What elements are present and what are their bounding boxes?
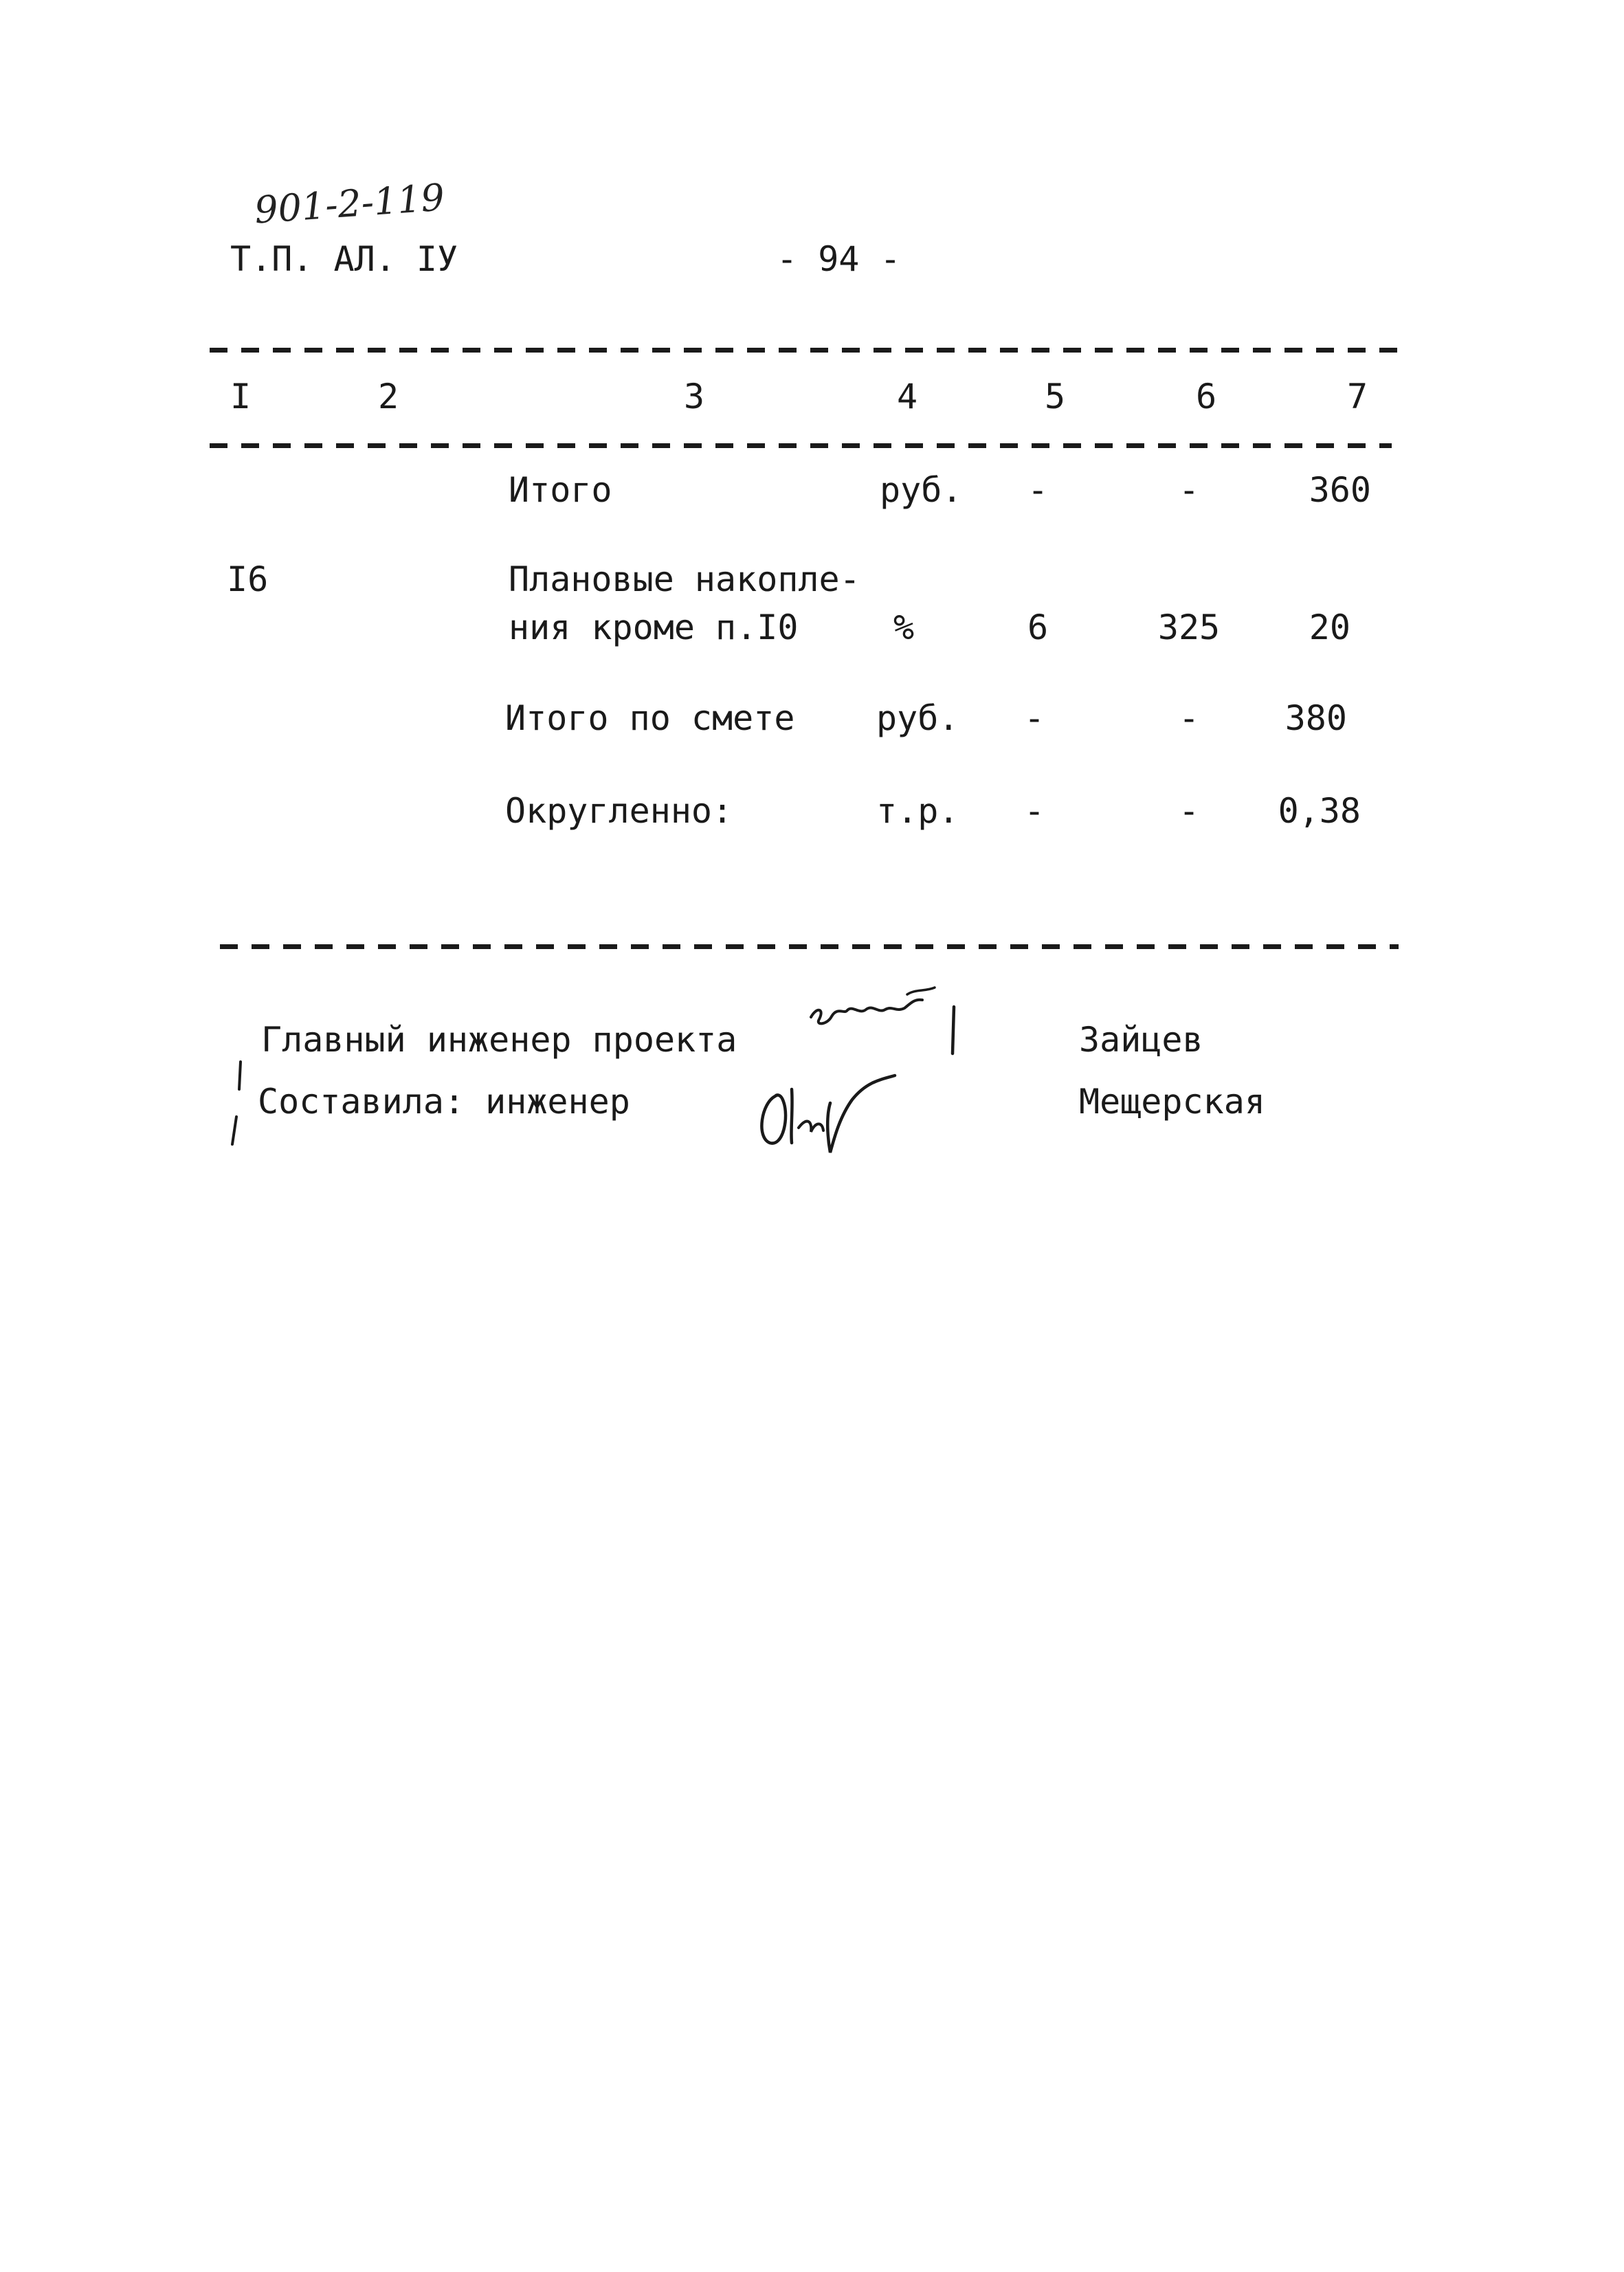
dashed-divider [210,443,1392,448]
column-number: 2 [377,377,399,416]
row-unit: % [893,608,915,647]
column-number: 7 [1346,377,1368,416]
margin-mark [227,1058,247,1148]
row-col7: 380 [1284,698,1347,738]
row-col7: 360 [1309,470,1371,510]
dashed-divider [210,348,1409,353]
compiler-name: Мещерская [1079,1082,1265,1122]
row-number: I6 [227,559,269,599]
row-col6: 325 [1157,608,1221,647]
row-col5: - [1023,698,1045,738]
column-number: 5 [1044,377,1066,416]
chief-engineer-name: Зайцев [1079,1020,1203,1060]
row-name-line2: ния кроме п.I0 [509,608,799,647]
chief-engineer-label: Главный инженер проекта [261,1020,737,1060]
row-name: Округленно: [505,791,733,831]
row-name-line1: Плановые накопле- [509,559,860,599]
series-label: Т.П. АЛ. IУ [230,239,458,279]
row-col6: - [1178,791,1200,831]
row-name: Итого по смете [505,698,795,738]
row-col7: 0,38 [1278,791,1361,831]
row-col5: - [1023,791,1045,831]
compiler-label: Составила: инженер [258,1082,630,1122]
chief-engineer-signature [804,979,969,1062]
row-unit: руб. [876,698,959,738]
row-unit: руб. [880,470,963,510]
row-col7: 20 [1309,608,1350,647]
dashed-divider [220,944,1399,949]
row-col6: - [1178,698,1200,738]
column-number: 6 [1195,377,1217,416]
row-col6: - [1178,470,1200,510]
row-col5: - [1027,470,1049,510]
column-number: I [230,377,252,416]
row-col5: 6 [1027,608,1049,647]
column-number: 4 [896,377,918,416]
row-name: Итого [509,470,612,510]
handwritten-code: 901-2-119 [253,175,446,232]
column-number: 3 [683,377,705,416]
compiler-signature [749,1062,907,1158]
page-number: - 94 - [777,239,901,279]
row-unit: т.р. [876,791,959,831]
